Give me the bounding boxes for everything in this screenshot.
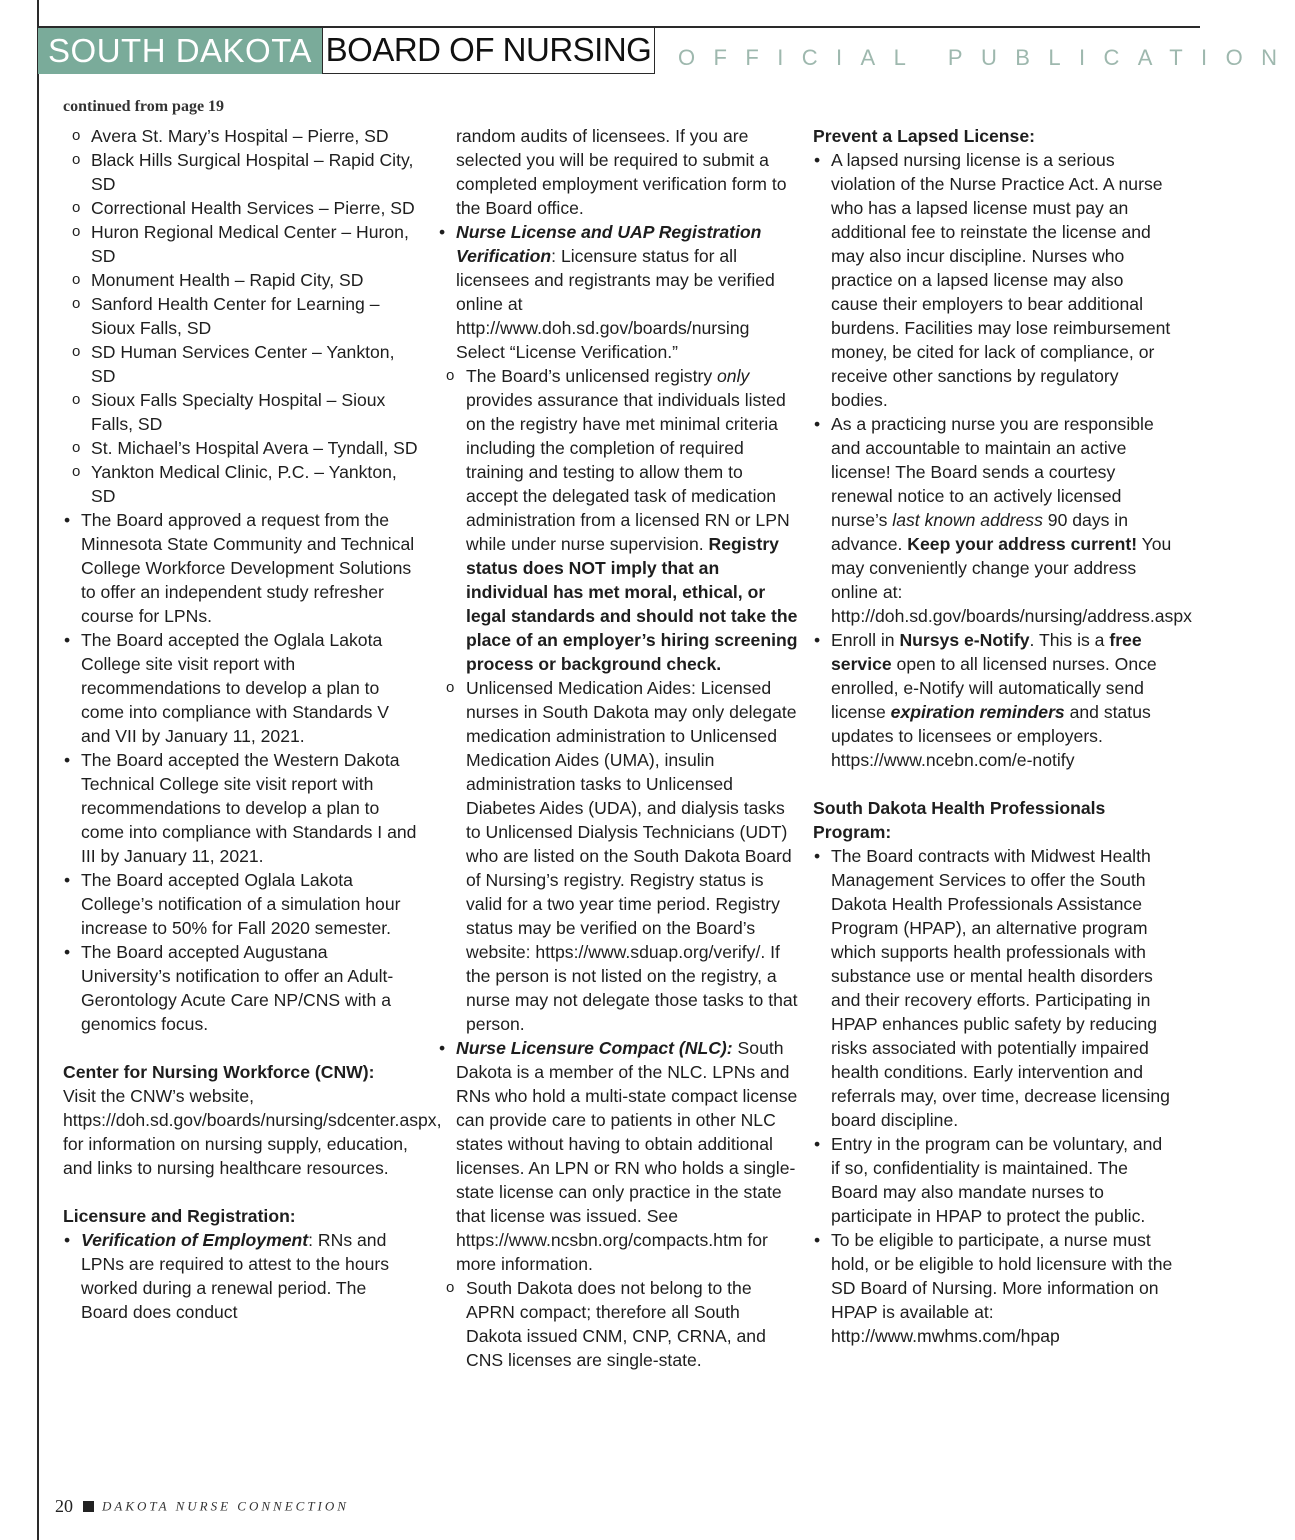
hpap-list: [813, 844, 1173, 1348]
list-item: • To be eligible to participate, a nurse must hold, or be eligible to hold licensure with the SD Board of Nursing. More information on HPAP is available at: http://www.mwhms.com/hpap: [813, 1228, 1173, 1348]
list-item: [813, 412, 1192, 628]
lapsed-license-heading: Prevent a Lapsed License:: [813, 126, 1035, 146]
page-number: 20: [55, 1496, 73, 1516]
registry-warning: Registry status does NOT imply that an individual has met moral, ethical, or legal standards and should not take the place of an employer’s hiring screening process or background check.: [466, 534, 798, 674]
list-item: [438, 364, 798, 676]
list-item: • The Board accepted the Oglala Lakota College site visit report with recommendations to develop a plan to come into compliance with Standards V and VII by January 11, 2021.: [63, 628, 418, 748]
nlc-text: South Dakota is a member of the NLC. LPNs and RNs who hold a multi-state compact license can provide care to patients in other NLC states without having to obtain additional licenses. An LPN or RN who holds a single-state license can only practice in the state that license was issued. See https://www.ncsbn.org/compacts.htm for more information.: [456, 1038, 798, 1274]
list-item: o Correctional Health Services – Pierre, SD: [63, 196, 418, 220]
renewal-emphasis: last known address: [892, 510, 1043, 530]
list-item: • The Board accepted Oglala Lakota College’s notification of a simulation hour increase to 50% for Fall 2020 semester.: [63, 868, 418, 940]
list-item: • The Board approved a request from the Minnesota State Community and Technical College Workforce Development Solutions to offer an independent study refresher course for LPNs.: [63, 508, 418, 628]
verification-list: [438, 220, 798, 1372]
square-separator-icon: [83, 1501, 94, 1512]
nurse-license-label: Nurse License and UAP Registration Verification: [456, 222, 762, 266]
lapsed-license-list: [813, 148, 1192, 772]
list-item: o Black Hills Surgical Hospital – Rapid City, SD: [63, 148, 418, 196]
list-item: [438, 1036, 798, 1276]
free-service-callout: free service: [831, 630, 1142, 674]
column-1: [63, 124, 442, 1324]
list-item: • The Board accepted Augustana University’s notification to offer an Adult-Gerontology Acute Care NP/CNS with a genomics focus.: [63, 940, 418, 1036]
list-item: o Sioux Falls Specialty Hospital – Sioux Falls, SD: [63, 388, 418, 436]
licensure-heading: Licensure and Registration:: [63, 1206, 296, 1226]
enroll-text: Enroll in: [831, 630, 900, 650]
list-item: o St. Michael’s Hospital Avera – Tyndall, SD: [63, 436, 418, 460]
registry-text: The Board’s unlicensed registry: [466, 366, 718, 386]
list-item: • The Board contracts with Midwest Health Management Services to offer the South Dakota Health Professionals Assistance Program (HPAP), an alternative program which supports health professionals with substance use or mental health disorders and their recovery efforts. Participating in HPAP enhances public safety by reducing risks associated with potentially impaired health conditions. Early intervention and referrals may, over time, decrease licensing board discipline.: [813, 844, 1173, 1132]
list-item: [813, 628, 1173, 772]
page-left-rule: [37, 0, 39, 1540]
list-item: o Huron Regional Medical Center – Huron, SD: [63, 220, 418, 268]
expiration-emphasis: expiration reminders: [890, 702, 1065, 722]
renewal-callout: Keep your address current!: [907, 534, 1138, 554]
continued-note: continued from page 19: [63, 98, 225, 115]
list-item: o Monument Health – Rapid City, SD: [63, 268, 418, 292]
cnw-paragraph: Visit the CNW’s website, https://doh.sd.gov/boards/nursing/sdcenter.aspx, for information on nursing supply, education, and links to nursing healthcare resources.: [63, 1086, 442, 1178]
list-item: o SD Human Services Center – Yankton, SD: [63, 340, 418, 388]
renewal-text-cont: 90 days in advance.: [831, 510, 1128, 554]
list-item: o Yankton Medical Clinic, P.C. – Yankton, SD: [63, 460, 418, 508]
enroll-link-text: and status updates to licensees or employers. https://www.ncebn.com/e-notify: [831, 702, 1151, 770]
continued-paragraph: random audits of licensees. If you are selected you will be required to submit a completed employment verification form to the Board office.: [456, 126, 787, 218]
board-actions-list: [63, 508, 418, 1036]
verification-label: Verification of Employment: [81, 1230, 309, 1250]
registry-text-cont: provides assurance that individuals listed on the registry have met minimal criteria including the completion of required training and testing to allow them to accept the delegated task of medication administration from a licensed RN or LPN while under nurse supervision.: [466, 390, 790, 554]
nlc-label: Nurse Licensure Compact (NLC):: [456, 1038, 733, 1058]
column-2: [438, 124, 798, 1372]
verification-text: : RNs and LPNs are required to attest to the hours worked during a renewal period. The Board does conduct: [81, 1230, 390, 1322]
enotify-name: Nursys e-Notify: [899, 630, 1030, 650]
list-item: • A lapsed nursing license is a serious violation of the Nurse Practice Act. A nurse who has a lapsed license must pay an additional fee to reinstate the license and may also incur discipline. Nurses who practice on a lapsed license may also cause their employers to bear additional burdens. Facilities may lose reimbursement money, be cited for lack of compliance, or receive other sanctions by regulatory bodies.: [813, 148, 1173, 412]
column-3: [813, 124, 1192, 1348]
renewal-text: As a practicing nurse you are responsible and accountable to maintain an active license! The Board sends a courtesy renewal notice to an actively licensed nurse’s: [831, 414, 1154, 530]
enroll-text-cont: . This is a: [1029, 630, 1110, 650]
header-state-title: SOUTH DAKOTA: [38, 28, 322, 74]
enroll-text-cont2: open to all licensed nurses. Once enrolled, e-Notify will automatically send license: [831, 654, 1157, 722]
registry-emphasis: only: [717, 366, 750, 386]
list-item: o South Dakota does not belong to the APRN compact; therefore all South Dakota issued CNM, CNP, CRNA, and CNS licenses are single-state.: [438, 1276, 798, 1372]
list-item: • The Board accepted the Western Dakota Technical College site visit report with recommendations to develop a plan to come into compliance with Standards I and III by January 11, 2021.: [63, 748, 418, 868]
page-footer: [55, 1496, 349, 1517]
list-item: • Entry in the program can be voluntary, and if so, confidentiality is maintained. The Board may also mandate nurses to participate in HPAP to protect the public.: [813, 1132, 1173, 1228]
header-publication-label: OFFICIAL PUBLICATION: [678, 45, 1295, 70]
school-list: [63, 124, 418, 508]
hpap-heading: South Dakota Health Professionals Program:: [813, 798, 1106, 842]
publication-name: DAKOTA NURSE CONNECTION: [102, 1498, 349, 1514]
list-item: [63, 1228, 418, 1324]
list-item: o Sanford Health Center for Learning – Sioux Falls, SD: [63, 292, 418, 340]
list-item: o Avera St. Mary’s Hospital – Pierre, SD: [63, 124, 418, 148]
list-item: [438, 220, 798, 364]
cnw-heading: Center for Nursing Workforce (CNW):: [63, 1062, 375, 1082]
header-board-title: BOARD OF NURSING: [322, 28, 655, 74]
list-item: o Unlicensed Medication Aides: Licensed nurses in South Dakota may only delegate medication administration to Unlicensed Medication Aides (UMA), insulin administration tasks to Unlicensed Diabetes Aides (UDA), and dialysis tasks to Unlicensed Dialysis Technicians (UDT) who are listed on the South Dakota Board of Nursing’s registry. Registry status is valid for a two year time period. Registry status may be verified on the Board’s website: https://www.sduap.org/verify/. If the person is not listed on the registry, a nurse may not delegate those tasks to that person.: [438, 676, 798, 1036]
licensure-list: [63, 1228, 418, 1324]
renewal-link-text: You may conveniently change your address online at: http://doh.sd.gov/boards/nursing/address.aspx: [831, 534, 1192, 626]
nurse-license-text: : Licensure status for all licensees and registrants may be verified online at http://www.doh.sd.gov/boards/nursing Select “License Verification.”: [456, 246, 775, 362]
